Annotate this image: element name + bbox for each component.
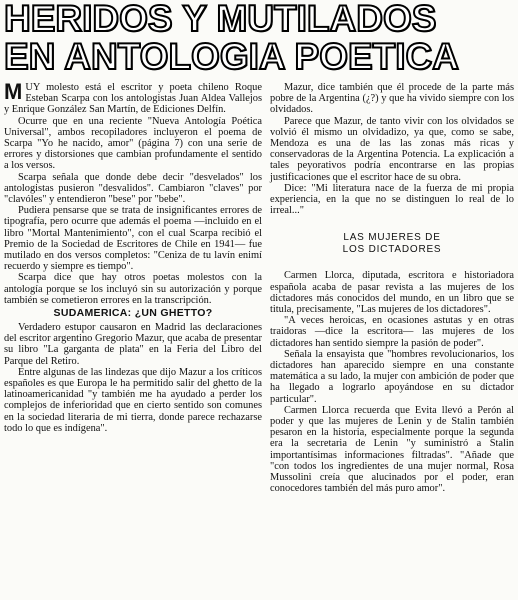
article-paragraph-4: Pudiera pensarse que se trata de insignificantes errores de tipografía, pero ocurre que además el poema —incluido en el libro "Mortal Mantenimiento", con el cual Scarpa recibió el Premio de la Sociedad de Escritores de Chile en 1941— fue mutilado en dos versos completos: "Ceniza de tu lavín enimí recuerdo y siempre es tiempo". <box>4 205 262 273</box>
article-paragraph-1 <box>4 79 262 116</box>
section-title-line-1: LAS MUJERES DE <box>343 232 441 244</box>
article-paragraph-5: Scarpa dice que hay otros poetas molestos con la antología porque se los incluyó sin su autorización y porque también se cometieron errores en la transcripción. <box>4 272 262 306</box>
section-title-dictators <box>270 232 514 256</box>
article-paragraph-6: Verdadero estupor causaron en Madrid las declaraciones del escritor argentino Gregorio Mazur, que acaba de presentar su libro "La garganta de plata" en la Feria del Libro del Parque del Retiro. <box>4 322 262 367</box>
section-title-line-2: LOS DICTADORES <box>342 244 442 256</box>
headline-line-2: EN ANTOLOGIA POETICA <box>4 36 459 77</box>
article-paragraph-7: Entre algunas de las lindezas que dijo Mazur a los críticos españoles es que Europa le ha permitido salir del ghetto de la latinoamericanidad "y también me ha ayudado a perder los complejos de inferioridad que en cierto sentido son comunes en la sociedad literaria de mi tierra, donde parece rechazarse todo lo que es indígena". <box>4 366 262 434</box>
section-subhead-ghetto: SUDAMERICA: ¿UN GHETTO? <box>53 307 213 320</box>
right-column <box>270 82 514 495</box>
paragraph-text: UY molesto está el escritor y poeta chileno Roque Esteban Scarpa con los antologistas Juan Aldea Vallejos y Enrique González San Martín, de Ediciones Delfín. <box>4 82 262 116</box>
article-paragraph-10: Dice: "Mi literatura nace de la fuerza de mi propia experiencia, en la que no se distinguen lo real de lo irreal..." <box>270 182 514 217</box>
article-paragraph-8: Mazur, dice también que él procede de la parte más pobre de la Argentina (¿?) y que ha vivido siempre con los olvidados. <box>270 82 514 116</box>
headline-line-1: HERIDOS Y MUTILADOS <box>4 0 437 39</box>
left-column <box>4 79 262 434</box>
drop-cap: M <box>4 79 23 104</box>
article-paragraph-2: Ocurre que en una reciente "Nueva Antología Poética Universal", ambos recopiladores incluyeron el poema de Scarpa "Yo he nacido, amor" (página 7) con una serie de errores y distorsiones que cambian profundamente el sentido a los versos. <box>4 115 262 172</box>
article-paragraph-9: Parece que Mazur, de tanto vivir con los olvidados se volvió él mismo un olvidadizo, ya que, como se sabe, Mendoza es una de las las zonas más ricas y conservadoras de la Argentina Potencia. La explicación a tales peyorativos podría encontrarse en las propias justificaciones que el escritor hace de su obra. <box>270 115 514 183</box>
article-paragraph-3: Scarpa señala que donde debe decir "desvelados" los antologistas pusieron "desvalidos". Cambiaron "claves" por "clavóles" y entendieron "bese" por "bebe". <box>4 171 262 206</box>
headline <box>4 0 518 76</box>
article-paragraph-11: Carmen Llorca, diputada, escritora e historiadora española acaba de pasar revista a las mujeres de los dictadores más conocidos del mundo, en un libro que se titula, precisamente, "Las mujeres de los dictadores". <box>270 270 514 316</box>
article-paragraph-14: Carmen Llorca recuerda que Evita llevó a Perón al poder y que las mujeres de Lenin y de Stalin también pesaron en la historia, especialmente porque la segunda era la secretaria de Lenin "y suministró a Stalin importantísimas informaciones filtradas". "Añade que "con todos los ingredientes de una mujer normal, Rosa Mussolini creía que alucinados por el poder, eran conocedores también del más puro amor". <box>270 404 514 495</box>
article-paragraph-13: Señala la ensayista que "hombres revolucionarios, los dictadores han aparecido siempre en una constante matemática a su lado, la mujer con ambición de poder que ha llegado a lograrlo apoyándose en su dictador particular". <box>270 348 514 405</box>
article-paragraph-12: "A veces heroicas, en ocasiones astutas y en otras traidoras —dice la escritora— las mujeres de los dictadores han sentido siempre la pasión de poder". <box>270 315 514 349</box>
